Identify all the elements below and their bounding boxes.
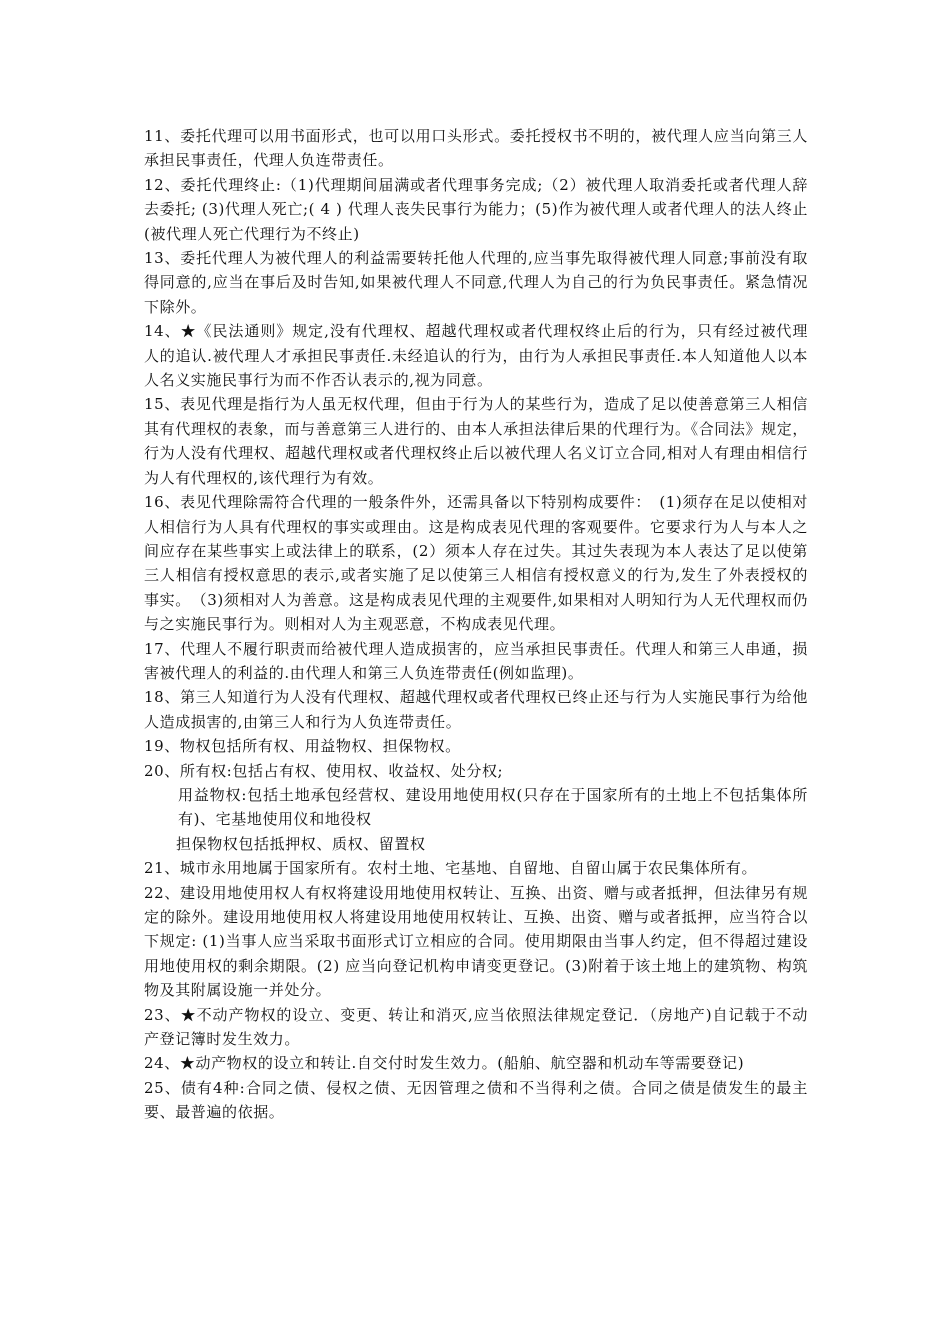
paragraph-25: 25、债有4种:合同之债、侵权之债、无因管理之债和不当得利之债。合同之债是债发生的最主要、最普遍的依据。: [144, 1078, 808, 1122]
paragraph-16: 16、表见代理除需符合代理的一般条件外，还需具备以下特别构成要件： (1)须存在足以使相对人相信行为人具有代理权的事实或理由。这是构成表见代理的客观要件。它要求行为人与本人之间应存在某些事实上或法律上的联系，(2）须本人存在过失。其过失表现为本人表达了足以使第三人相信有授权意思的表示,或者实施了足以使第三人相信有授权意义的行为,发生了外表授权的事实。 （3)须相对人为善意。这是构成表见代理的主观要件,如果相对人明知行为人无代理权而仍与之实施民事行为。则相对人为主观恶意，不构成表见代理。: [144, 493, 808, 634]
paragraph-17: 17、代理人不履行职责而给被代理人造成损害的，应当承担民事责任。代理人和第三人串通，损害被代理人的利益的.由代理人和第三人负连带责任(例如监理)。: [144, 639, 808, 682]
paragraph-24: 24、★动产物权的设立和转让.自交付时发生效力。(船舶、航空器和机动车等需要登记): [144, 1054, 745, 1073]
paragraph-11: 11、委托代理可以用书面形式，也可以用口头形式。委托授权书不明的，被代理人应当向第三人承担民事责任，代理人负连带责任。: [144, 127, 808, 170]
paragraph-12: 12、委托代理终止:（1)代理期间届满或者代理事务完成;（2）被代理人取消委托或者代理人辞去委托; (3)代理人死亡;( 4 ) 代理人丧失民事行为能力；(5)作为被代理人或者代理人的法人终止(被代理人死亡代理行为不终止): [144, 175, 808, 243]
paragraph-20-security: 担保物权包括抵押权、质权、留置权: [176, 834, 426, 853]
paragraph-15: 15、表见代理是指行为人虽无权代理，但由于行为人的某些行为，造成了足以使善意第三人相信其有代理权的表象，而与善意第三人进行的、由本人承担法律后果的代理行为。《合同法》规定，行为人没有代理权、超越代理权或者代理权终止后以被代理人名义订立合同,相对人有理由相信行为人有代理权的,该代理行为有效。: [144, 395, 808, 487]
paragraph-22: 22、建设用地使用权人有权将建设用地使用权转让、互换、出资、赠与或者抵押，但法律另有规定的除外。建设用地使用权人将建设用地使用权转让、互换、出资、赠与或者抵押，应当符合以下规定: (1)当事人应当采取书面形式订立相应的合同。使用期限由当事人约定，但不得超过建设用地使用权的剩余期限。(2) 应当向登记机构申请变更登记。(3)附着于该土地上的建筑物、构筑物及其附属设施一并处分。: [144, 883, 808, 1000]
paragraph-18: 18、第三人知道行为人没有代理权、超越代理权或者代理权已终止还与行为人实施民事行为给他人造成损害的,由第三人和行为人负连带责任。: [144, 688, 808, 731]
paragraph-14: 14、★《民法通则》规定,没有代理权、超越代理权或者代理权终止后的行为，只有经过被代理人的追认.被代理人才承担民事责任.未经追认的行为，由行为人承担民事责任.本人知道他人以本人名义实施民事行为而不作否认表示的,视为同意。: [144, 322, 808, 390]
paragraph-23: 23、★不动产物权的设立、变更、转让和消灭,应当依照法律规定登记．（房地产)自记载于不动产登记簿时发生效力。: [144, 1005, 808, 1049]
paragraph-20: 20、所有权:包括占有权、使用权、收益权、处分权;: [144, 761, 504, 780]
paragraph-21: 21、城市永用地属于国家所有。农村土地、宅基地、自留地、自留山属于农民集体所有。: [144, 859, 758, 878]
paragraph-19: 19、物权包括所有权、用益物权、担保物权。: [144, 737, 461, 756]
paragraph-13: 13、委托代理人为被代理人的利益需要转托他人代理的,应当事先取得被代理人同意;事前没有取得同意的,应当在事后及时告知,如果被代理人不同意,代理人为自己的行为负民事责任。紧急情况下除外。: [144, 249, 808, 316]
paragraph-20-usufruct: 用益物权:包括土地承包经营权、建设用地使用权(只存在于国家所有的土地上不包括集体所有)、宅基地使用仪和地役权: [178, 785, 808, 829]
document-body: [144, 124, 808, 1125]
